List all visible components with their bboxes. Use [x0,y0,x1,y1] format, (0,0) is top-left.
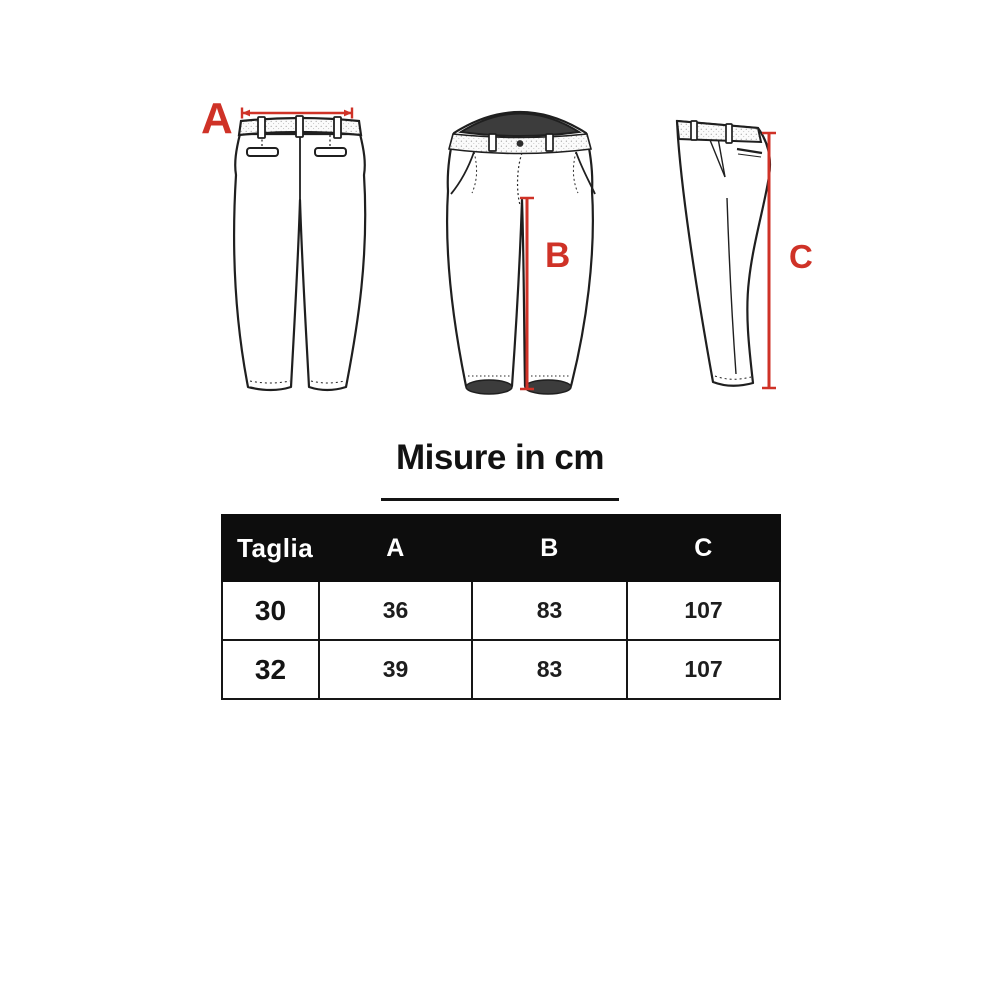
size-cell: 32 [222,640,319,699]
measurement-cell-b: 83 [472,581,627,640]
page-title: Misure in cm [396,438,604,477]
table-row-size-32 [222,640,780,699]
waist-button [517,140,524,147]
measurement-letter-b: B [545,236,571,275]
measurement-cell-b: 83 [472,640,627,699]
pants-side-outline [677,121,770,386]
pants-back-view [230,105,370,400]
measurement-cell-a: 39 [319,640,472,699]
size-table-header-row [222,515,780,581]
size-table [221,514,781,700]
side-waistband [677,121,761,142]
pants-front-view [440,105,610,405]
waistband-inner-dark [461,114,579,137]
front-leg-openings [466,380,571,394]
header-cell-b: B [472,515,627,581]
header-cell-taglia: Taglia [222,515,319,581]
measurement-cell-c: 107 [627,640,780,699]
measurement-cell-a: 36 [319,581,472,640]
measurement-letter-c: C [789,238,813,275]
header-cell-c: C [627,515,780,581]
table-row-size-30 [222,581,780,640]
header-cell-a: A [319,515,472,581]
measurement-cell-c: 107 [627,581,780,640]
size-cell: 30 [222,581,319,640]
measurement-letter-a: A [201,94,233,143]
title-underline [381,498,619,501]
